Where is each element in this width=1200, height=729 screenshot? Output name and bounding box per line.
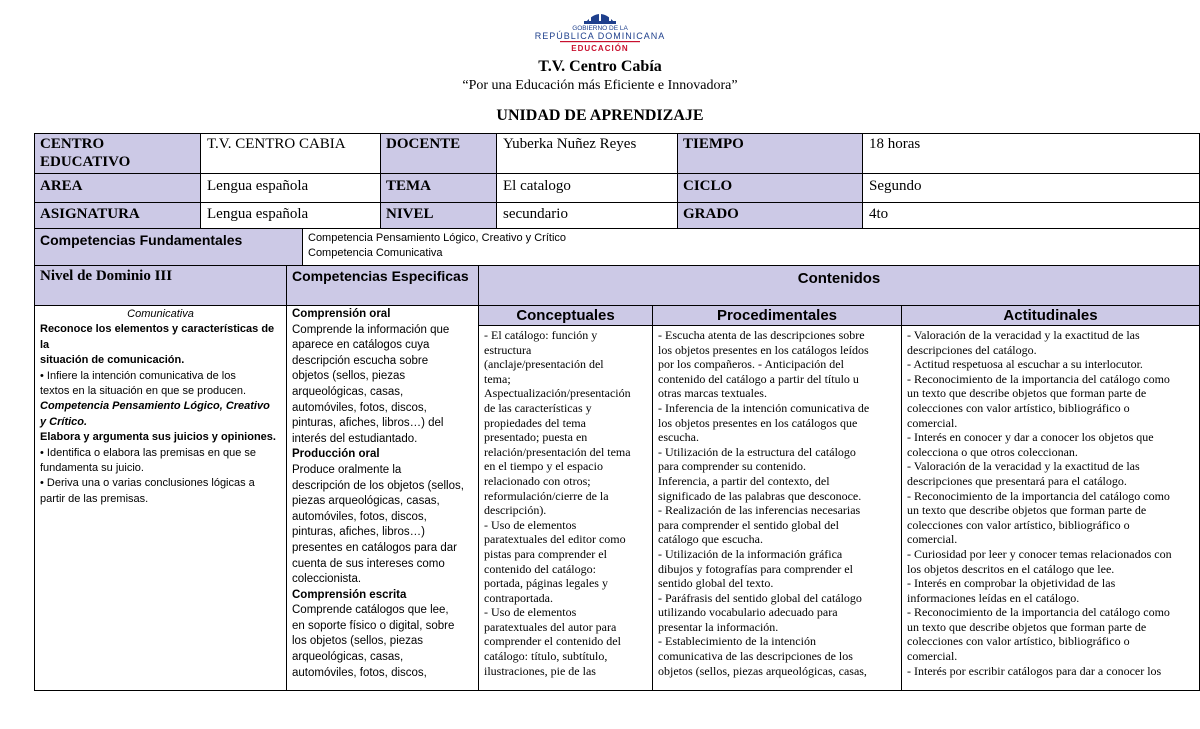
conceptuales-line: de las características y <box>484 400 592 415</box>
area-value: Lengua española <box>200 173 381 203</box>
especificas-line: piezas arqueológicas, casas, <box>292 495 440 508</box>
especificas-line: objetos (sellos, piezas <box>292 370 406 383</box>
ciclo-value: Segundo <box>862 173 1200 203</box>
especificas-line: interés del estudiantado. <box>292 432 418 445</box>
centro-value: T.V. CENTRO CABIA <box>200 133 381 174</box>
especificas-line: automóviles, fotos, discos, <box>292 401 427 414</box>
competencias-fundamentales-label: Competencias Fundamentales <box>34 228 303 266</box>
docente-label: DOCENTE <box>380 133 497 174</box>
conceptuales-line: paratextuales del autor para <box>484 619 617 634</box>
actitudinales-line: - Interés por escribir catálogos para dar a conocer los <box>907 663 1162 678</box>
procedimentales-line: - Utilización de la estructura del catálogo <box>658 444 856 459</box>
especificas-line: automóviles, fotos, discos, <box>292 666 427 679</box>
procedimentales-line: utilizando vocabulario adecuado para <box>658 605 838 620</box>
conceptuales-line: relacionado con otros; <box>484 473 591 488</box>
especificas-line: coleccionista. <box>292 573 362 586</box>
conceptuales-line: ilustraciones, pie de las <box>484 663 596 678</box>
conceptuales-line: comprender el contenido del <box>484 634 621 649</box>
especificas-line: en soporte físico o digital, sobre <box>292 619 455 632</box>
procedimentales-line: presentar la información. <box>658 619 779 634</box>
conceptuales-cell <box>478 325 653 691</box>
actitudinales-line: un texto que describe objetos que forman parte de <box>907 386 1147 401</box>
especificas-line: presentes en catálogos para dar <box>292 541 457 554</box>
nivel-line: Comunicativa <box>127 308 194 320</box>
actitudinales-line: descripciones del catálogo. <box>907 342 1037 357</box>
actitudinales-line: - Valoración de la veracidad y la exactitud de las <box>907 328 1140 342</box>
logo-line3: EDUCACIÓN <box>571 44 629 53</box>
grado-value: 4to <box>862 202 1200 229</box>
competencias-fundamentales-list <box>302 228 1200 266</box>
centro-label: CENTRO EDUCATIVO <box>34 133 201 174</box>
asignatura-label: ASIGNATURA <box>34 202 201 229</box>
nivel-line: textos en la situación en que se producen. <box>40 385 247 398</box>
competencia-item: Competencia Comunicativa <box>308 247 443 259</box>
especificas-line: descripción escucha sobre <box>292 354 429 367</box>
actitudinales-line: colecciones con valor artístico, bibliográfico o <box>907 400 1130 415</box>
procedimentales-header: Procedimentales <box>652 305 902 326</box>
conceptuales-line: contraportada. <box>484 590 553 605</box>
competencias-especificas-cell <box>286 305 479 691</box>
actitudinales-line: colecciones con valor artístico, bibliográfico o <box>907 634 1130 649</box>
actitudinales-line: los objetos descritos en el catálogo que lee. <box>907 561 1115 576</box>
nivel-line: Elabora y argumenta sus juicios y opiniones. <box>40 431 276 444</box>
conceptuales-line: relación/presentación del tema <box>484 444 631 459</box>
nivel-dominio-cell <box>34 305 287 691</box>
actitudinales-line: colecciones con valor artístico, bibliográfico o <box>907 517 1130 532</box>
actitudinales-line: - Reconocimiento de la importancia del catálogo como <box>907 371 1170 386</box>
especificas-line: Comprensión oral <box>292 308 391 320</box>
conceptuales-line: reformulación/cierre de la <box>484 488 609 503</box>
procedimentales-line: objetos (sellos, piezas arqueológicas, casas, <box>658 663 867 678</box>
conceptuales-line: contenido del catálogo: <box>484 561 596 576</box>
actitudinales-header: Actitudinales <box>901 305 1200 326</box>
procedimentales-line: - Realización de las inferencias necesarias <box>658 503 861 518</box>
tiempo-label: TIEMPO <box>677 133 863 174</box>
nivel-line: y Crítico. <box>40 415 88 428</box>
actitudinales-line: - Interés en comprobar la objetividad de las <box>907 576 1116 591</box>
procedimentales-cell <box>652 325 902 691</box>
nivel-line: partir de las premisas. <box>40 492 149 505</box>
conceptuales-line: - El catálogo: función y <box>484 328 598 342</box>
procedimentales-line: - Establecimiento de la intención <box>658 634 816 649</box>
procedimentales-line: catálogo que escucha. <box>658 532 763 547</box>
tema-label: TEMA <box>380 173 497 203</box>
procedimentales-line: escucha. <box>658 430 699 445</box>
procedimentales-line: sentido global del texto. <box>658 576 774 591</box>
ciclo-label: CICLO <box>677 173 863 203</box>
conceptuales-line: tema; <box>484 371 511 386</box>
especificas-line: Producción oral <box>292 448 380 461</box>
especificas-line: los objetos (sellos, piezas <box>292 635 424 648</box>
actitudinales-cell <box>901 325 1200 691</box>
procedimentales-line: - Inferencia de la intención comunicativa de <box>658 400 870 415</box>
area-label: AREA <box>34 173 201 203</box>
conceptuales-line: presentado; puesta en <box>484 430 588 445</box>
especificas-line: pinturas, afiches, libros…) del <box>292 417 444 430</box>
nivel-dominio-header: Nivel de Dominio III <box>34 265 287 306</box>
procedimentales-line: - Paráfrasis del sentido global del catálogo <box>658 590 862 605</box>
conceptuales-line: - Uso de elementos <box>484 605 577 620</box>
school-motto: “Por una Educación más Eficiente e Innovadora” <box>462 78 738 93</box>
actitudinales-line: - Reconocimiento de la importancia del catálogo como <box>907 605 1170 620</box>
nivel-line: fundamenta su juicio. <box>40 462 144 475</box>
nivel-line: situación de comunicación. <box>40 354 185 367</box>
procedimentales-line: para comprender su contenido. <box>658 459 806 474</box>
conceptuales-line: - Uso de elementos <box>484 517 577 532</box>
actitudinales-line: un texto que describe objetos que forman parte de <box>907 619 1147 634</box>
especificas-line: pinturas, afiches, libros…) <box>292 526 425 539</box>
conceptuales-line: pistas para comprender el <box>484 546 607 561</box>
procedimentales-line: por los compañeros. - Anticipación del <box>658 357 844 372</box>
logo-line2: REPÚBLICA DOMINICANA <box>534 31 666 41</box>
conceptuales-line: estructura <box>484 342 532 357</box>
school-name: T.V. Centro Cabía <box>538 58 662 75</box>
actitudinales-line: comercial. <box>907 415 958 430</box>
grado-label: GRADO <box>677 202 863 229</box>
especificas-line: automóviles, fotos, discos, <box>292 510 427 523</box>
procedimentales-line: para comprender el sentido global del <box>658 517 839 532</box>
procedimentales-line: otras marcas textuales. <box>658 386 767 401</box>
actitudinales-line: un texto que describe objetos que forman parte de <box>907 503 1147 518</box>
contenidos-header: Contenidos <box>478 265 1200 306</box>
nivel-line: • Deriva una o varias conclusiones lógicas a <box>40 477 255 490</box>
tiempo-value: 18 horas <box>862 133 1200 174</box>
actitudinales-line: comercial. <box>907 532 958 547</box>
especificas-line: Comprende catálogos que lee, <box>292 604 449 617</box>
asignatura-value: Lengua española <box>200 202 381 229</box>
procedimentales-line: dibujos y fotografías para comprender el <box>658 561 853 576</box>
conceptuales-line: portada, páginas legales y <box>484 576 608 591</box>
actitudinales-line: - Actitud respetuosa al escuchar a su interlocutor. <box>907 357 1143 372</box>
especificas-line: Comprensión escrita <box>292 588 407 601</box>
conceptuales-line: Aspectualización/presentación <box>484 386 631 401</box>
coat-of-arms-icon <box>500 4 700 54</box>
conceptuales-line: propiedades del tema <box>484 415 586 430</box>
docente-value: Yuberka Nuñez Reyes <box>496 133 678 174</box>
nivel-line: • Identifica o elabora las premisas en que se <box>40 446 257 459</box>
especificas-line: cuenta de sus intereses como <box>292 557 445 570</box>
conceptuales-line: (anclaje/presentación del <box>484 357 604 372</box>
actitudinales-line: comercial. <box>907 649 958 664</box>
actitudinales-line: - Valoración de la veracidad y la exactitud de las <box>907 459 1140 474</box>
procedimentales-line: los objetos presentes en los catálogos leídos <box>658 342 869 357</box>
conceptuales-line: descripción). <box>484 503 547 518</box>
conceptuales-header: Conceptuales <box>478 305 653 326</box>
procedimentales-line: - Escucha atenta de las descripciones sobre <box>658 328 865 342</box>
especificas-line: arqueológicas, casas, <box>292 651 404 664</box>
actitudinales-line: descripciones que presentará para el catálogo. <box>907 473 1127 488</box>
especificas-line: Comprende la información que <box>292 323 450 336</box>
nivel-line: Competencia Pensamiento Lógico, Creativo <box>40 400 270 413</box>
actitudinales-line: - Reconocimiento de la importancia del catálogo como <box>907 488 1170 503</box>
logo-line1: GOBIERNO DE LA <box>572 25 628 32</box>
procedimentales-line: comunicativa de las descripciones de los <box>658 649 853 664</box>
procedimentales-line: - Utilización de la información gráfica <box>658 546 843 561</box>
ministry-logo <box>500 4 700 54</box>
conceptuales-line: catálogo: título, subtítulo, <box>484 649 608 664</box>
nivel-label: NIVEL <box>380 202 497 229</box>
procedimentales-line: contenido del catálogo a partir del título u <box>658 371 859 386</box>
tema-value: El catalogo <box>496 173 678 203</box>
procedimentales-line: significado de las palabras que desconoce. <box>658 488 862 503</box>
conceptuales-line: en el tiempo y el espacio <box>484 459 603 474</box>
procedimentales-line: Inferencia, a partir del contexto, del <box>658 473 830 488</box>
competencias-especificas-header: Competencias Especificas <box>286 265 479 306</box>
nivel-value: secundario <box>496 202 678 229</box>
especificas-line: arqueológicas, casas, <box>292 385 404 398</box>
especificas-line: Produce oralmente la <box>292 463 402 476</box>
conceptuales-line: paratextuales del editor como <box>484 532 626 547</box>
actitudinales-line: - Curiosidad por leer y conocer temas relacionados con <box>907 546 1172 561</box>
procedimentales-line: los objetos presentes en los catálogos que <box>658 415 858 430</box>
competencia-item: Competencia Pensamiento Lógico, Creativo y Crítico <box>308 232 567 244</box>
actitudinales-line: - Interés en conocer y dar a conocer los objetos que <box>907 430 1154 445</box>
document-title: UNIDAD DE APRENDIZAJE <box>496 107 704 124</box>
actitudinales-line: informaciones leídas en el catálogo. <box>907 590 1080 605</box>
especificas-line: aparece en catálogos cuya <box>292 339 430 352</box>
nivel-line: Reconoce los elementos y características de la <box>40 323 275 351</box>
especificas-line: descripción de los objetos (sellos, <box>292 479 464 492</box>
actitudinales-line: colecciona o que otros coleccionan. <box>907 444 1078 459</box>
nivel-line: • Infiere la intención comunicativa de los <box>40 369 236 382</box>
